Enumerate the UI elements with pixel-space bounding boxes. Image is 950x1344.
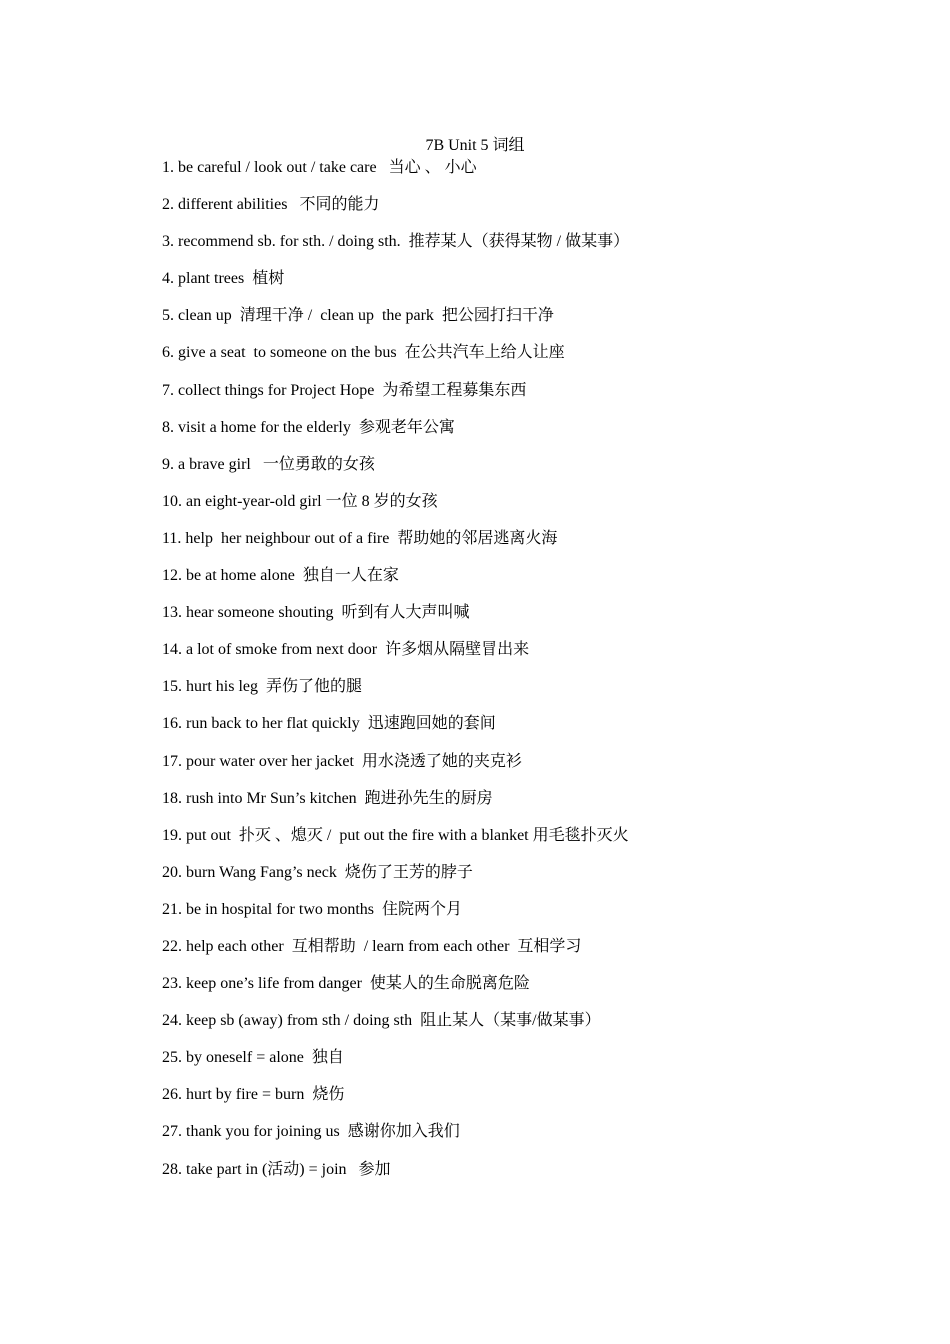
phrase-item-25: 25. by oneself = alone 独自 <box>162 1049 344 1067</box>
phrase-item-9: 9. a brave girl 一位勇敢的女孩 <box>162 455 375 473</box>
phrase-item-23: 23. keep one’s life from danger 使某人的生命脱离危险 <box>162 975 530 993</box>
phrase-item-2: 2. different abilities 不同的能力 <box>162 196 380 214</box>
phrase-item-8: 8. visit a home for the elderly 参观老年公寓 <box>162 418 455 436</box>
phrase-item-18: 18. rush into Mr Sun’s kitchen 跑进孙先生的厨房 <box>162 789 493 807</box>
phrase-item-1: 1. be careful / look out / take care 当心 、 小心 <box>162 159 477 176</box>
phrase-item-26: 26. hurt by fire = burn 烧伤 <box>162 1086 345 1104</box>
document-title: 7B Unit 5 词组 <box>425 137 525 154</box>
phrase-item-20: 20. burn Wang Fang’s neck 烧伤了王芳的脖子 <box>162 863 473 881</box>
phrase-item-19: 19. put out 扑灭 、熄灭 / put out the fire with a blanket 用毛毯扑灭火 <box>162 826 629 844</box>
phrase-item-3: 3. recommend sb. for sth. / doing sth. 推荐某人（获得某物 / 做某事） <box>162 233 630 251</box>
phrase-item-24: 24. keep sb (away) from sth / doing sth 阻止某人（某事/做某事） <box>162 1012 601 1030</box>
phrase-item-17: 17. pour water over her jacket 用水浇透了她的夹克衫 <box>162 752 522 770</box>
phrase-list <box>162 158 862 1197</box>
phrase-item-27: 27. thank you for joining us 感谢你加入我们 <box>162 1123 460 1141</box>
phrase-item-12: 12. be at home alone 独自一人在家 <box>162 567 399 585</box>
phrase-item-7: 7. collect things for Project Hope 为希望工程募集东西 <box>162 381 527 399</box>
phrase-item-13: 13. hear someone shouting 听到有人大声叫喊 <box>162 604 470 622</box>
phrase-item-4: 4. plant trees 植树 <box>162 270 285 288</box>
phrase-item-28: 28. take part in (活动) = join 参加 <box>162 1160 391 1178</box>
phrase-item-10: 10. an eight-year-old girl 一位 8 岁的女孩 <box>162 492 438 510</box>
phrase-item-15: 15. hurt his leg 弄伤了他的腿 <box>162 678 362 696</box>
phrase-item-6: 6. give a seat to someone on the bus 在公共汽车上给人让座 <box>162 344 565 362</box>
phrase-item-14: 14. a lot of smoke from next door 许多烟从隔壁冒出来 <box>162 641 530 659</box>
phrase-item-11: 11. help her neighbour out of a fire 帮助她的邻居逃离火海 <box>162 529 558 547</box>
phrase-item-5: 5. clean up 清理干净 / clean up the park 把公园打扫干净 <box>162 307 554 325</box>
phrase-item-22: 22. help each other 互相帮助 / learn from each other 互相学习 <box>162 937 582 955</box>
phrase-item-21: 21. be in hospital for two months 住院两个月 <box>162 900 462 918</box>
phrase-item-16: 16. run back to her flat quickly 迅速跑回她的套间 <box>162 715 496 733</box>
